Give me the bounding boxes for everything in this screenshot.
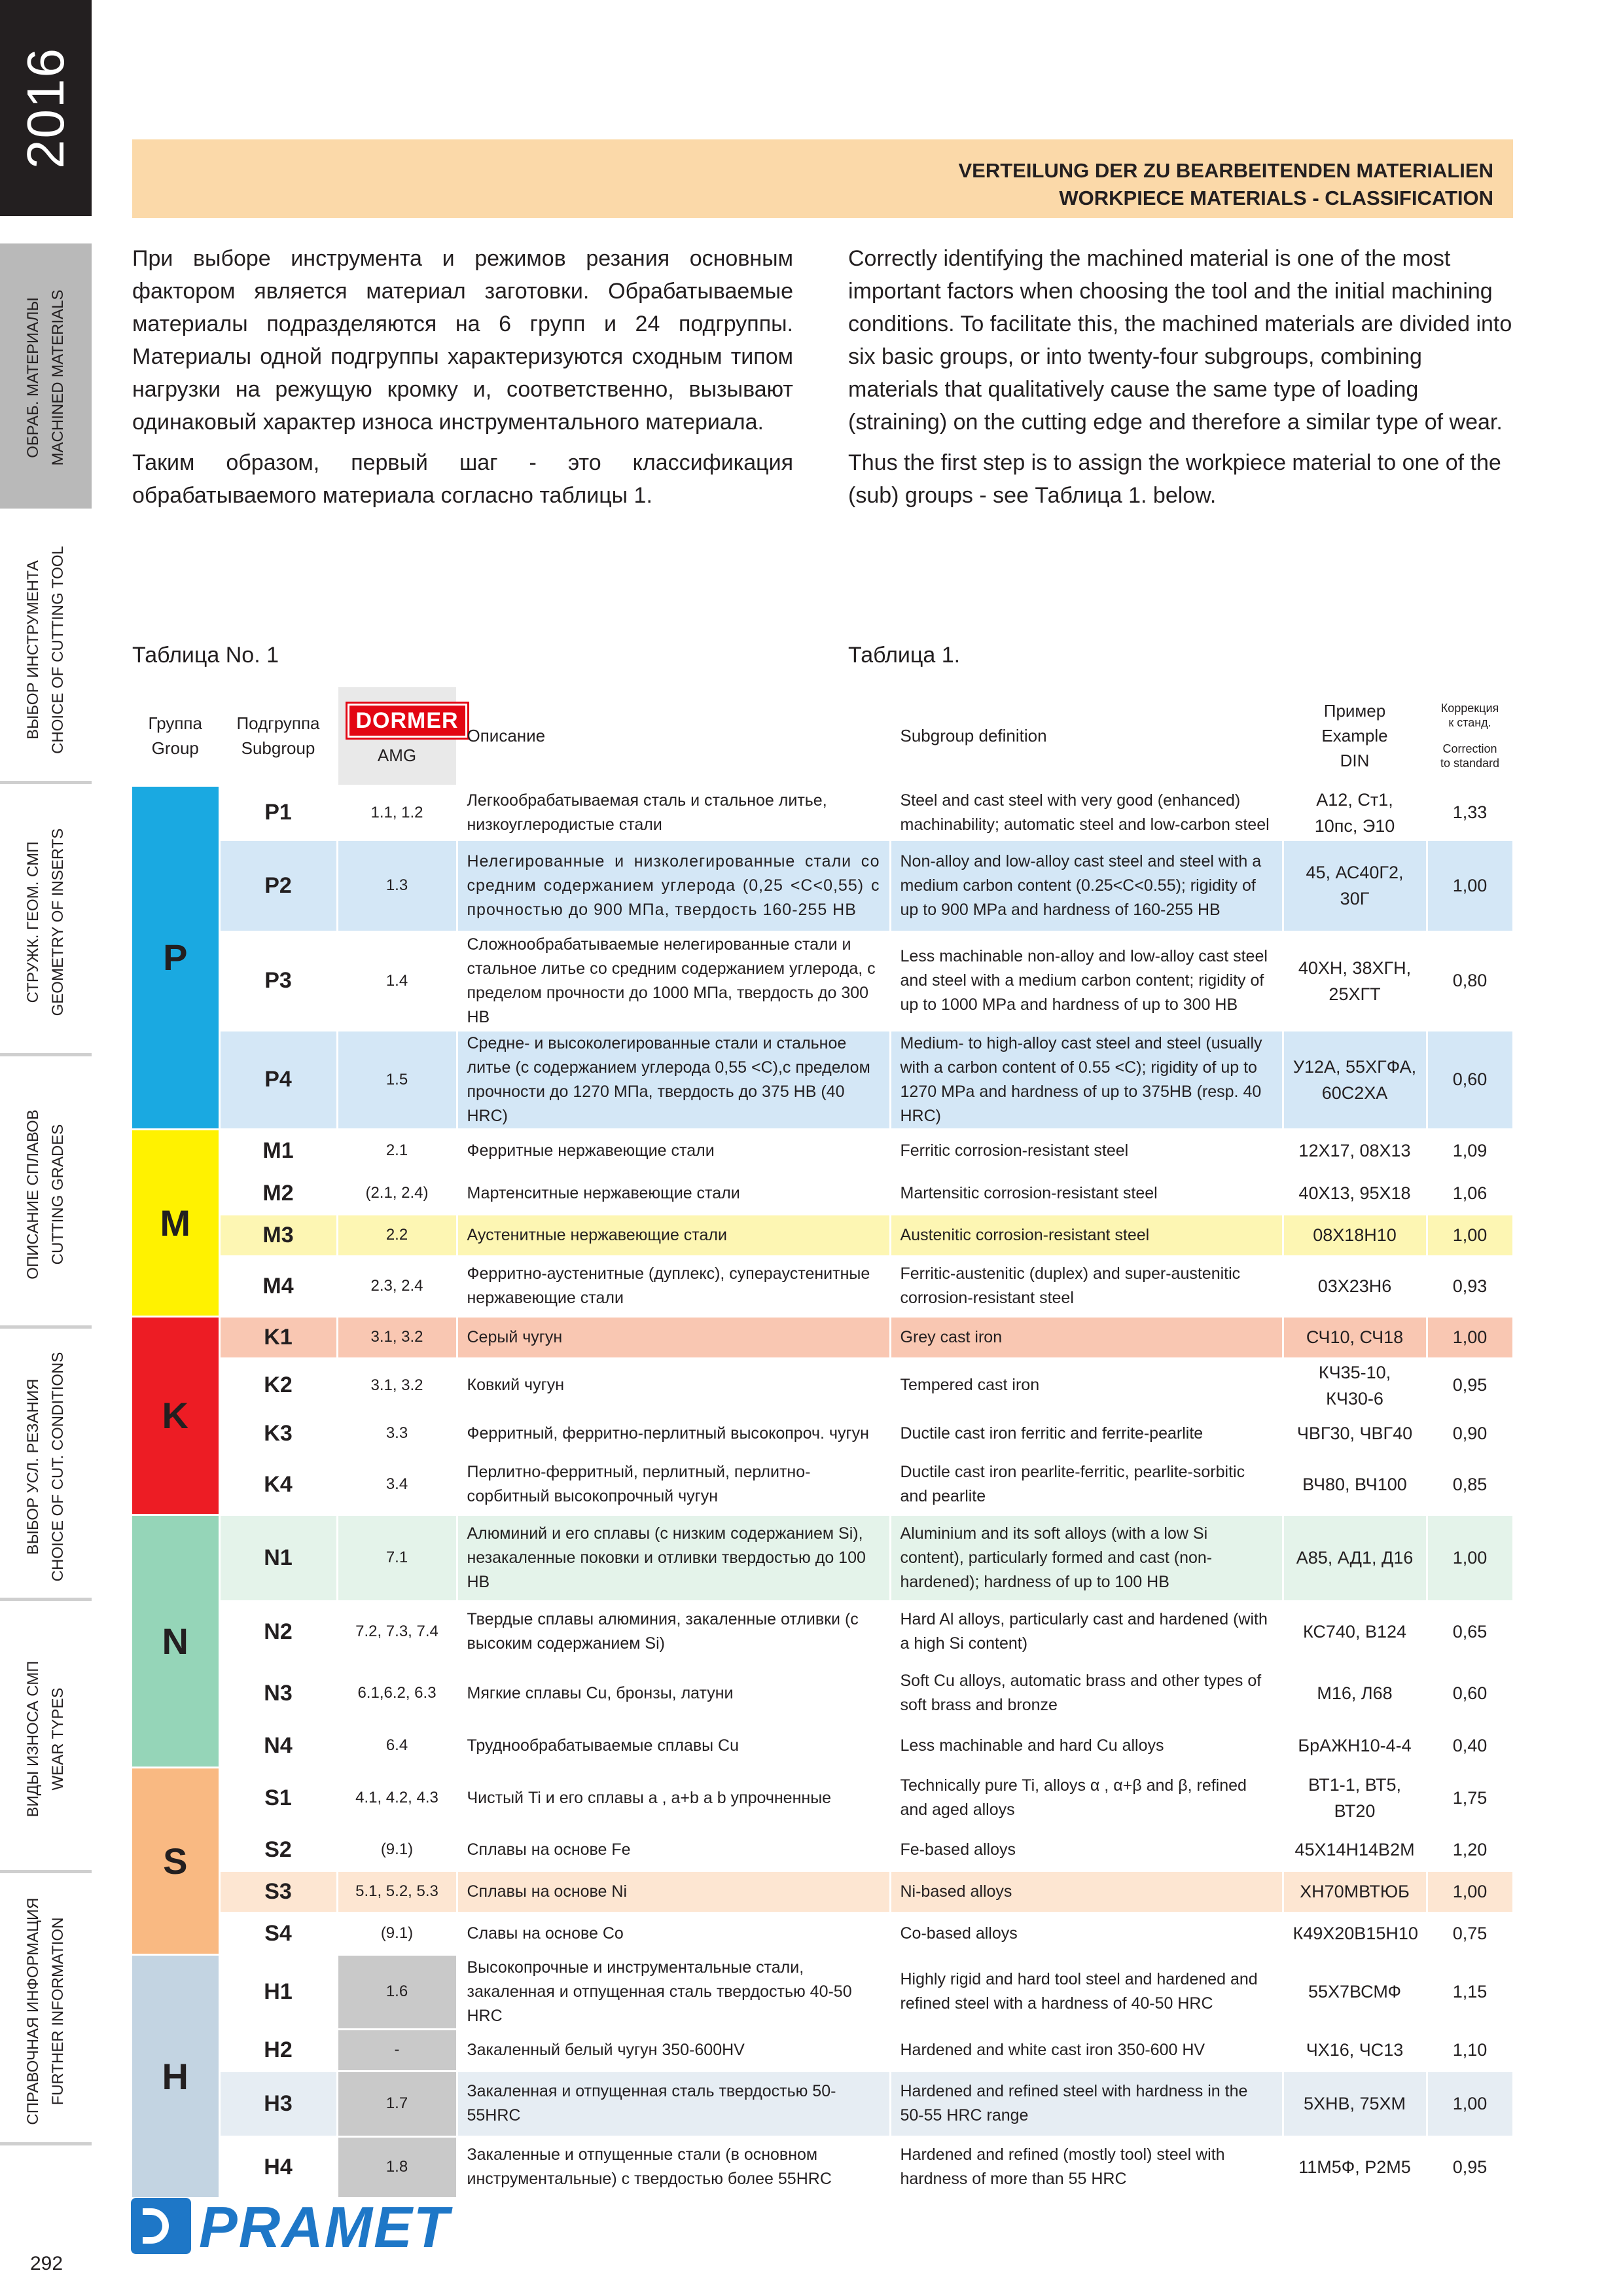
- description-en-cell: Hard Al alloys, particularly cast and hardened (with a high Si content): [890, 1601, 1283, 1662]
- year-label: 2016: [16, 47, 75, 169]
- table-row-m3: [132, 1214, 1513, 1256]
- table-row-k3: [132, 1412, 1513, 1454]
- description-ru-cell: Труднообрабатываемые сплавы Cu: [457, 1724, 890, 1767]
- header-correction-en-1: Correction: [1442, 742, 1497, 756]
- correction-cell: 0,75: [1427, 1912, 1513, 1954]
- sidebar-tab-label-ru: СПРАВОЧНАЯ ИНФОРМАЦИЯ: [24, 1897, 42, 2125]
- description-en-cell: Hardened and refined (mostly tool) steel with hardness of more than 55 HRC: [890, 2136, 1283, 2198]
- correction-cell: 1,06: [1427, 1172, 1513, 1214]
- sidebar-tab-label-ru: ВЫБОР ИНСТРУМЕНТА: [24, 560, 42, 740]
- correction-cell: 1,75: [1427, 1767, 1513, 1829]
- description-en-cell: Aluminium and its soft alloys (with a low Si content), particularly formed and cast (non-hardened); hardness of up to 100 HB: [890, 1515, 1283, 1601]
- intro-ru-paragraph-2: Таким образом, первый шаг - это классификация обрабатываемого материала согласно таблицы 1.: [132, 450, 793, 508]
- amg-cell: 1.3: [337, 840, 457, 931]
- example-din-cell: ВТ1-1, ВТ5, ВТ20: [1283, 1767, 1427, 1829]
- sidebar-tab-label-ru: ВЫБОР УСЛ. РЕЗАНИЯ: [24, 1378, 42, 1555]
- amg-cell: 1.1, 1.2: [337, 785, 457, 840]
- amg-cell: 1.7: [337, 2071, 457, 2136]
- subgroup-cell: M1: [219, 1129, 337, 1172]
- example-din-cell: СЧ10, СЧ18: [1283, 1316, 1427, 1358]
- sidebar-tab-label-en: WEAR TYPES: [49, 1687, 67, 1791]
- table-row-m4: [132, 1256, 1513, 1316]
- description-ru-cell: Сплавы на основе Ni: [457, 1871, 890, 1912]
- correction-cell: 0,90: [1427, 1412, 1513, 1454]
- correction-cell: 1,00: [1427, 1316, 1513, 1358]
- header-correction: [1427, 687, 1513, 785]
- intro-ru-paragraph-1: При выборе инструмента и режимов резания основным фактором является материал заготовки. Обрабатываемые материалы подразделяются на 6 групп и 24 подгруппы. Материалы одной подгруппы характеризуются сходным типом нагрузки на режущую кромку и, соответственно, вызывают одинаковый характер износа инструментального материала.: [132, 246, 793, 435]
- sidebar-tab-label: [21, 1339, 71, 1594]
- example-din-cell: КС740, В124: [1283, 1601, 1427, 1662]
- description-ru-cell: Чистый Ti и его сплавы a , a+b a b упрочненные: [457, 1767, 890, 1829]
- description-en-cell: Tempered cast iron: [890, 1358, 1283, 1412]
- description-ru-cell: Ферритный, ферритно-перлитный высокопроч. чугун: [457, 1412, 890, 1454]
- header-correction-ru-2: к станд.: [1448, 716, 1491, 730]
- subgroup-cell: N3: [219, 1662, 337, 1724]
- subgroup-cell: H3: [219, 2071, 337, 2136]
- group-cell-m: M: [132, 1129, 219, 1316]
- subgroup-cell: P1: [219, 785, 337, 840]
- subgroup-cell: S2: [219, 1829, 337, 1871]
- amg-cell: (9.1): [337, 1912, 457, 1954]
- subgroup-cell: N1: [219, 1515, 337, 1601]
- sidebar-tab-label-ru: ОПИСАНИЕ СПЛАВОВ: [24, 1109, 42, 1280]
- page-number: 292: [30, 2253, 63, 2274]
- description-en-cell: Highly rigid and hard tool steel and hardened and refined steel with a hardness of 40-50 HRC: [890, 1954, 1283, 2029]
- group-cell-s: S: [132, 1767, 219, 1954]
- subgroup-cell: K1: [219, 1316, 337, 1358]
- table-row-p4: [132, 1030, 1513, 1129]
- sidebar-tab-label: [21, 795, 71, 1050]
- description-en-cell: Steel and cast steel with very good (enhanced) machinability; automatic steel and low-carbon steel: [890, 785, 1283, 840]
- amg-cell: 2.2: [337, 1214, 457, 1256]
- amg-cell: (9.1): [337, 1829, 457, 1871]
- example-din-cell: 45, АС40Г2, 30Г: [1283, 840, 1427, 931]
- description-en-cell: Less machinable and hard Cu alloys: [890, 1724, 1283, 1767]
- correction-cell: 0,95: [1427, 2136, 1513, 2198]
- example-din-cell: КЧ35-10, КЧ30-6: [1283, 1358, 1427, 1412]
- sidebar-tab-label-en: CHOICE OF CUTTING TOOL: [49, 546, 67, 754]
- table-row-n2: [132, 1601, 1513, 1662]
- subgroup-cell: P4: [219, 1030, 337, 1129]
- table-row-s2: [132, 1829, 1513, 1871]
- description-ru-cell: Закаленная и отпущенная сталь твердостью 50-55HRC: [457, 2071, 890, 2136]
- example-din-cell: 5ХНВ, 75ХМ: [1283, 2071, 1427, 2136]
- example-din-cell: 55Х7ВСМФ: [1283, 1954, 1427, 2029]
- correction-cell: 1,00: [1427, 1871, 1513, 1912]
- header-description-en: Subgroup definition: [890, 687, 1283, 785]
- amg-cell: 1.5: [337, 1030, 457, 1129]
- sidebar-tab-5[interactable]: [0, 1605, 92, 1873]
- sidebar-tab-label: [21, 250, 71, 505]
- table-row-p1: [132, 785, 1513, 840]
- amg-cell: 3.3: [337, 1412, 457, 1454]
- subgroup-cell: K4: [219, 1454, 337, 1515]
- correction-cell: 1,10: [1427, 2029, 1513, 2071]
- amg-cell: 6.4: [337, 1724, 457, 1767]
- materials-table: [132, 687, 1514, 2199]
- sidebar-tab-label: [21, 1611, 71, 1867]
- amg-cell: 3.1, 3.2: [337, 1316, 457, 1358]
- table-caption-left: Таблица No. 1: [132, 643, 279, 668]
- header-example-din: DIN: [1340, 751, 1370, 771]
- subgroup-cell: N4: [219, 1724, 337, 1767]
- subgroup-cell: M4: [219, 1256, 337, 1316]
- description-ru-cell: Аустенитные нержавеющие стали: [457, 1214, 890, 1256]
- correction-cell: 0,80: [1427, 931, 1513, 1030]
- description-ru-cell: Перлитно-ферритный, перлитный, перлитно-сорбитный высокопрочный чугун: [457, 1454, 890, 1515]
- example-din-cell: 03Х23Н6: [1283, 1256, 1427, 1316]
- intro-en-paragraph-1: Correctly identifying the machined material is one of the most important factors when choosing the tool and the initial machining conditions. To facilitate this, the machined materials are divided into six basic groups, or into twenty-four subgroups, combining materials that qualitatively cause the same type of loading (straining) on the cutting edge and therefore a similar type of wear.: [848, 246, 1512, 435]
- table-row-h2: [132, 2029, 1513, 2071]
- amg-cell: 3.1, 3.2: [337, 1358, 457, 1412]
- description-en-cell: Ductile cast iron ferritic and ferrite-pearlite: [890, 1412, 1283, 1454]
- example-din-cell: ХН70МВТЮБ: [1283, 1871, 1427, 1912]
- description-en-cell: Grey cast iron: [890, 1316, 1283, 1358]
- amg-cell: 1.4: [337, 931, 457, 1030]
- table-row-m1: [132, 1129, 1513, 1172]
- description-ru-cell: Алюминий и его сплавы (с низким содержанием Si), незакаленные поковки и отливки твердостью до 100 HB: [457, 1515, 890, 1601]
- example-din-cell: 08Х18Н10: [1283, 1214, 1427, 1256]
- table-row-p3: [132, 931, 1513, 1030]
- subgroup-cell: H2: [219, 2029, 337, 2071]
- correction-cell: 1,15: [1427, 1954, 1513, 2029]
- subgroup-cell: M2: [219, 1172, 337, 1214]
- correction-cell: 0,95: [1427, 1358, 1513, 1412]
- sidebar-tab-1[interactable]: [0, 516, 92, 784]
- description-en-cell: Medium- to high-alloy cast steel and steel (usually with a carbon content of 0.55 <C); rigidity of up to 1270 MPa and hardness of up to 375HB (resp. 40 HRC): [890, 1030, 1283, 1129]
- header-subgroup-ru: Подгруппа: [236, 713, 320, 734]
- section-header: [132, 139, 1513, 218]
- sidebar-tab-label-en: MACHINED MATERIALS: [49, 289, 67, 466]
- example-din-cell: ЧХ16, ЧС13: [1283, 2029, 1427, 2071]
- description-ru-cell: Ферритные нержавеющие стали: [457, 1129, 890, 1172]
- correction-cell: 0,40: [1427, 1724, 1513, 1767]
- year-block: [0, 0, 92, 216]
- correction-cell: 0,60: [1427, 1662, 1513, 1724]
- description-en-cell: Ferritic-austenitic (duplex) and super-austenitic corrosion-resistant steel: [890, 1256, 1283, 1316]
- description-en-cell: Ductile cast iron pearlite-ferritic, pearlite-sorbitic and pearlite: [890, 1454, 1283, 1515]
- header-example-ru: Пример: [1323, 701, 1386, 721]
- correction-cell: 1,00: [1427, 1515, 1513, 1601]
- amg-cell: 1.6: [337, 1954, 457, 2029]
- subgroup-cell: P2: [219, 840, 337, 931]
- description-en-cell: Ni-based alloys: [890, 1871, 1283, 1912]
- sidebar-tab-label-en: FURTHER INFORMATION: [49, 1917, 67, 2106]
- sidebar: [0, 0, 92, 2296]
- example-din-cell: М16, Л68: [1283, 1662, 1427, 1724]
- description-en-cell: Less machinable non-alloy and low-alloy cast steel and steel with a medium carbon content; rigidity of up to 1000 MPa and hardness of up to 300 HB: [890, 931, 1283, 1030]
- description-ru-cell: Мягкие сплавы Cu, бронзы, латуни: [457, 1662, 890, 1724]
- amg-cell: 5.1, 5.2, 5.3: [337, 1871, 457, 1912]
- intro-russian: [132, 242, 793, 520]
- description-en-cell: Non-alloy and low-alloy cast steel and steel with a medium carbon content (0.25<C<0.55); rigidity of up to 900 MPa and hardness of 160-255 HB: [890, 840, 1283, 931]
- header-title-en: WORKPIECE MATERIALS - CLASSIFICATION: [1059, 187, 1493, 209]
- correction-cell: 1,33: [1427, 785, 1513, 840]
- table-row-h1: [132, 1954, 1513, 2029]
- example-din-cell: К49Х20В15Н10: [1283, 1912, 1427, 1954]
- description-ru-cell: Закаленный белый чугун 350-600HV: [457, 2029, 890, 2071]
- correction-cell: 1,20: [1427, 1829, 1513, 1871]
- header-subgroup: [219, 687, 337, 785]
- description-ru-cell: Сплавы на основе Fe: [457, 1829, 890, 1871]
- example-din-cell: У12А, 55ХГФА, 60С2ХА: [1283, 1030, 1427, 1129]
- intro-english: [848, 242, 1513, 520]
- amg-cell: 6.1,6.2, 6.3: [337, 1662, 457, 1724]
- description-ru-cell: Ковкий чугун: [457, 1358, 890, 1412]
- correction-cell: 0,60: [1427, 1030, 1513, 1129]
- sidebar-tab-6[interactable]: [0, 1877, 92, 2145]
- correction-cell: 1,00: [1427, 840, 1513, 931]
- description-en-cell: Hardened and white cast iron 350-600 HV: [890, 2029, 1283, 2071]
- group-cell-p: P: [132, 785, 219, 1129]
- amg-cell: 7.1: [337, 1515, 457, 1601]
- description-en-cell: Austenitic corrosion-resistant steel: [890, 1214, 1283, 1256]
- table-row-h4: [132, 2136, 1513, 2198]
- header-correction-en-2: to standard: [1440, 757, 1500, 770]
- subgroup-cell: S4: [219, 1912, 337, 1954]
- sidebar-tab-label-ru: ВИДЫ ИЗНОСА СМП: [24, 1660, 42, 1818]
- header-correction-ru-1: Коррекция: [1440, 702, 1499, 715]
- subgroup-cell: H4: [219, 2136, 337, 2198]
- description-en-cell: Technically pure Ti, alloys α , α+β and β, refined and aged alloys: [890, 1767, 1283, 1829]
- group-cell-h: H: [132, 1954, 219, 2198]
- table-row-s3: [132, 1871, 1513, 1912]
- pramet-logo-text: PRAMET: [199, 2195, 450, 2259]
- sidebar-tab-label-en: CHOICE OF CUT. CONDITIONS: [49, 1352, 67, 1582]
- amg-cell: 3.4: [337, 1454, 457, 1515]
- amg-cell: 7.2, 7.3, 7.4: [337, 1601, 457, 1662]
- amg-cell: 1.8: [337, 2136, 457, 2198]
- subgroup-cell: N2: [219, 1601, 337, 1662]
- subgroup-cell: P3: [219, 931, 337, 1030]
- table-row-s4: [132, 1912, 1513, 1954]
- subgroup-cell: M3: [219, 1214, 337, 1256]
- example-din-cell: ВЧ80, ВЧ100: [1283, 1454, 1427, 1515]
- correction-cell: 1,00: [1427, 2071, 1513, 2136]
- description-ru-cell: Сложнообрабатываемые нелегированные стали и стальное литье со средним содержанием углерода, с пределом прочности до 1000 МПа, твердость до 300 HB: [457, 931, 890, 1030]
- correction-cell: 1,00: [1427, 1214, 1513, 1256]
- sidebar-tab-label: [21, 1884, 71, 2139]
- group-cell-n: N: [132, 1515, 219, 1767]
- description-ru-cell: Ферритно-аустенитные (дуплекс), суперaустенитные нержавеющие стали: [457, 1256, 890, 1316]
- table-row-s1: [132, 1767, 1513, 1829]
- subgroup-cell: H1: [219, 1954, 337, 2029]
- table-row-k1: [132, 1316, 1513, 1358]
- amg-cell: 4.1, 4.2, 4.3: [337, 1767, 457, 1829]
- description-ru-cell: Легкообрабатываемая сталь и стальное литье, низкоуглеродистые стали: [457, 785, 890, 840]
- header-title-de: VERTEILUNG DER ZU BEARBEITENDEN MATERIALIEN: [958, 159, 1493, 182]
- example-din-cell: 40Х13, 95Х18: [1283, 1172, 1427, 1214]
- table-row-k4: [132, 1454, 1513, 1515]
- intro-en-paragraph-2: Thus the first step is to assign the workpiece material to one of the (sub) groups - see Таблица 1. below.: [848, 450, 1501, 508]
- header-subgroup-en: Subgroup: [241, 738, 315, 759]
- example-din-cell: БрАЖН10-4-4: [1283, 1724, 1427, 1767]
- header-example: [1283, 687, 1427, 785]
- subgroup-cell: S1: [219, 1767, 337, 1829]
- pramet-logo-mark-icon: [131, 2198, 191, 2254]
- description-en-cell: Fe-based alloys: [890, 1829, 1283, 1871]
- description-ru-cell: Средне- и высоколегированные стали и стальное литье (с содержанием углерода 0,55 <C),с пределом прочности до 1270 МПа, твердость до 375 HB (40 HRC): [457, 1030, 890, 1129]
- group-cell-k: K: [132, 1316, 219, 1515]
- sidebar-tab-label-en: CUTTING GRADES: [49, 1124, 67, 1265]
- description-ru-cell: Серый чугун: [457, 1316, 890, 1358]
- example-din-cell: А85, АД1, Д16: [1283, 1515, 1427, 1601]
- description-en-cell: Ferritic corrosion-resistant steel: [890, 1129, 1283, 1172]
- header-description-ru: Описание: [457, 687, 890, 785]
- dormer-logo: DORMER: [348, 704, 467, 738]
- table-row-h3: [132, 2071, 1513, 2136]
- amg-cell: -: [337, 2029, 457, 2071]
- table-row-n1: [132, 1515, 1513, 1601]
- sidebar-tab-label-ru: СТРУЖК. ГЕОМ. СМП: [24, 841, 42, 1003]
- description-ru-cell: Мартенситные нержавеющие стали: [457, 1172, 890, 1214]
- subgroup-cell: K2: [219, 1358, 337, 1412]
- example-din-cell: 40ХН, 38ХГН, 25ХГТ: [1283, 931, 1427, 1030]
- subgroup-cell: S3: [219, 1871, 337, 1912]
- description-en-cell: Hardened and refined steel with hardness in the 50-55 HRC range: [890, 2071, 1283, 2136]
- header-group: [132, 687, 219, 785]
- sidebar-tab-4[interactable]: [0, 1333, 92, 1601]
- sidebar-tab-0[interactable]: [0, 243, 92, 512]
- description-ru-cell: Высокопрочные и инструментальные стали, закаленная и отпущенная сталь твердостью 40-50 HRC: [457, 1954, 890, 2029]
- table-row-n3: [132, 1662, 1513, 1724]
- example-din-cell: ЧВГ30, ЧВГ40: [1283, 1412, 1427, 1454]
- header-dormer-amg: [337, 687, 457, 785]
- description-en-cell: Soft Cu alloys, automatic brass and other types of soft brass and bronze: [890, 1662, 1283, 1724]
- description-ru-cell: Славы на основе Co: [457, 1912, 890, 1954]
- amg-cell: (2.1, 2.4): [337, 1172, 457, 1214]
- correction-cell: 0,65: [1427, 1601, 1513, 1662]
- example-din-cell: 12Х17, 08Х13: [1283, 1129, 1427, 1172]
- header-group-ru: Группа: [148, 713, 202, 734]
- table-row-k2: [132, 1358, 1513, 1412]
- correction-cell: 1,09: [1427, 1129, 1513, 1172]
- header-amg: AMG: [377, 745, 417, 766]
- table-caption-right: Таблица 1.: [848, 643, 961, 668]
- sidebar-tab-label: [21, 522, 71, 778]
- header-example-en: Example: [1321, 726, 1388, 746]
- amg-cell: 2.3, 2.4: [337, 1256, 457, 1316]
- sidebar-tab-2[interactable]: [0, 788, 92, 1056]
- example-din-cell: 11М5Ф, Р2М5: [1283, 2136, 1427, 2198]
- description-ru-cell: Твердые сплавы алюминия, закаленные отливки (с высоким содержанием Si): [457, 1601, 890, 1662]
- sidebar-tab-label: [21, 1067, 71, 1322]
- correction-cell: 0,85: [1427, 1454, 1513, 1515]
- table-row-p2: [132, 840, 1513, 931]
- correction-cell: 0,93: [1427, 1256, 1513, 1316]
- sidebar-tab-3[interactable]: [0, 1060, 92, 1329]
- header-group-en: Group: [151, 738, 199, 759]
- sidebar-tab-label-ru: ОБРАБ. МАТЕРИАЛЫ: [24, 297, 42, 458]
- description-ru-cell: Нелегированные и низколегированные стали со средним содержанием углерода (0,25 <C<0,55) с прочностью до 900 МПа, твердость 160-255 HB: [457, 840, 890, 931]
- amg-cell: 2.1: [337, 1129, 457, 1172]
- description-en-cell: Co-based alloys: [890, 1912, 1283, 1954]
- description-en-cell: Martensitic corrosion-resistant steel: [890, 1172, 1283, 1214]
- table-row-n4: [132, 1724, 1513, 1767]
- example-din-cell: 45Х14Н14В2М: [1283, 1829, 1427, 1871]
- sidebar-tab-label-en: GEOMETRY OF INSERTS: [49, 828, 67, 1016]
- example-din-cell: A12, Ст1, 10пс, Э10: [1283, 785, 1427, 840]
- table-header-row: [132, 687, 1513, 785]
- subgroup-cell: K3: [219, 1412, 337, 1454]
- description-ru-cell: Закаленные и отпущенные стали (в основном инструментальные) с твердостью более 55HRC: [457, 2136, 890, 2198]
- table-row-m2: [132, 1172, 1513, 1214]
